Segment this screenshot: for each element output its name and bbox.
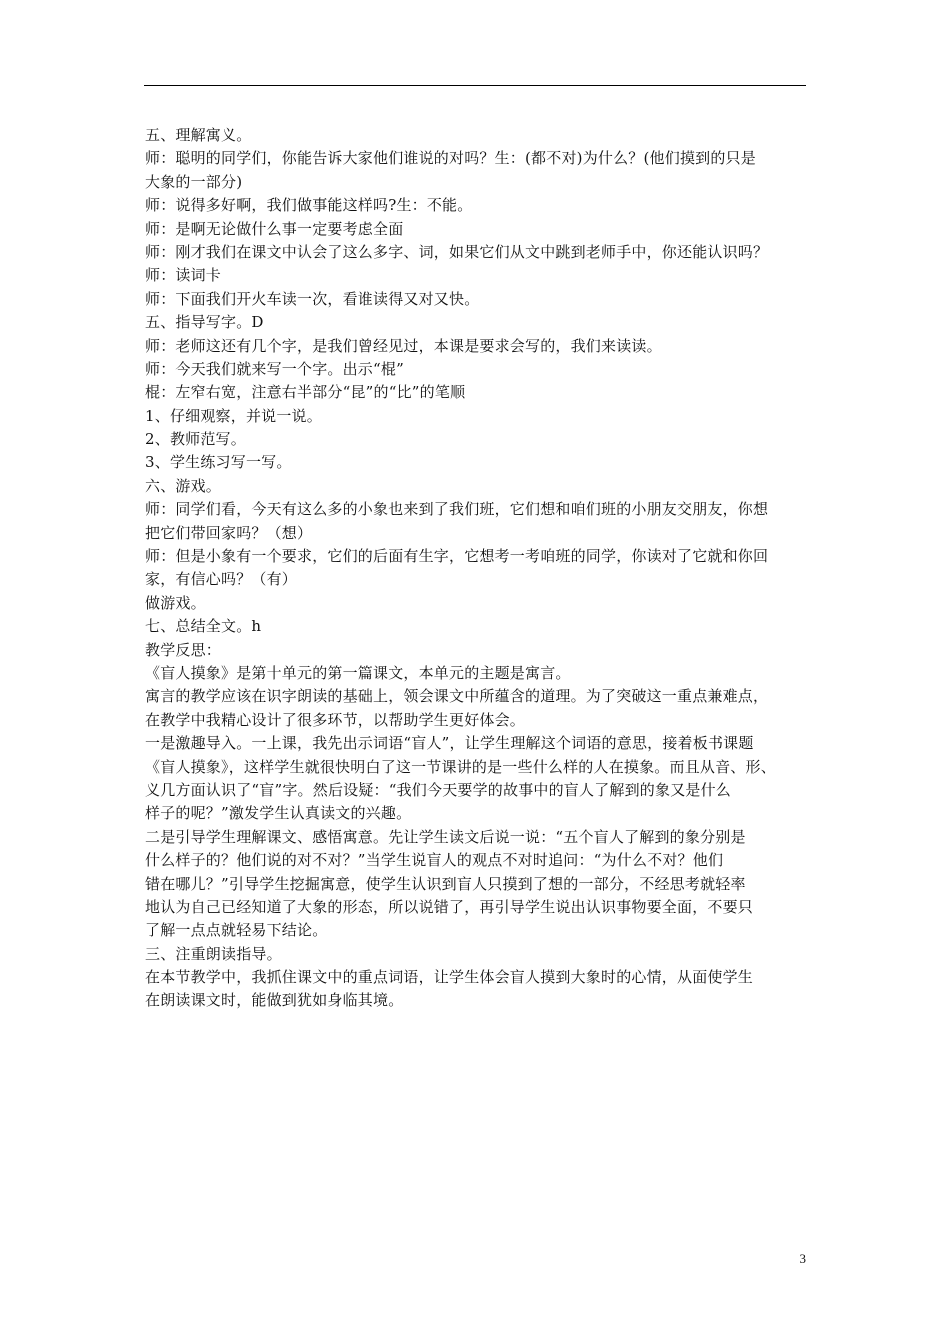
text-line: 师：下面我们开火车读一次，看谁读得又对又快。: [145, 289, 480, 308]
text-line: 一是激趣导入。一上课，我先出示词语“盲人”，让学生理解这个词语的意思，接着板书课题: [145, 734, 754, 753]
document-body: [145, 124, 807, 1013]
text-line: 师：聪明的同学们，你能告诉大家他们谁说的对吗？生：(都不对)为什么？(他们摸到的只是: [145, 149, 756, 168]
text-line: 在本节教学中，我抓住课文中的重点词语，让学生体会盲人摸到大象时的心情，从面使学生: [145, 968, 754, 987]
text-line: 什么样子的？他们说的对不对？”当学生说盲人的观点不对时追问：“为什么不对？他们: [145, 851, 724, 870]
text-line: 把它们带回家吗？（想）: [145, 523, 313, 542]
text-line: 师：是啊无论做什么事一定要考虑全面: [145, 219, 404, 238]
text-line: 寓言的教学应该在识字朗读的基础上，领会课文中所蕴含的道理。为了突破这一重点兼难点，: [145, 687, 769, 706]
text-line: 师：老师这还有几个字，是我们曾经见过，本课是要求会写的，我们来读读。: [145, 336, 662, 355]
list-item: 2、教师范写。: [145, 430, 246, 449]
text-line: 《盲人摸象》，这样学生就很快明白了这一节课讲的是一些什么样的人在摸象。而且从音、形、: [145, 757, 776, 776]
text-line: 师：说得多好啊，我们做事能这样吗?生：不能。: [145, 196, 473, 215]
text-line: 师：刚才我们在课文中认会了这么多字、词，如果它们从文中跳到老师手中，你还能认识吗？: [145, 242, 769, 261]
section-heading: 三、注重朗读指导。: [145, 944, 282, 963]
section-heading: 六、游戏。: [145, 476, 222, 495]
text-line: 义几方面认识了“盲”字。然后设疑：“我们今天要学的故事中的盲人了解到的象又是什么: [145, 780, 732, 799]
text-line: 地认为自己已经知道了大象的形态，所以说错了，再引导学生说出认识事物要全面，不要只: [145, 897, 754, 916]
section-heading: 七、总结全文。h: [145, 617, 262, 636]
text-line: 《盲人摸象》是第十单元的第一篇课文，本单元的主题是寓言。: [145, 663, 571, 682]
text-line: 了解一点点就轻易下结论。: [145, 921, 328, 940]
text-line: 在教学中我精心设计了很多环节，以帮助学生更好体会。: [145, 710, 526, 729]
text-line: 师：同学们看，今天有这么多的小象也来到了我们班，它们想和咱们班的小朋友交朋友，你想: [145, 500, 769, 519]
text-line: 二是引导学生理解课文、感悟寓意。先让学生读文后说一说：“五个盲人了解到的象分别是: [145, 827, 746, 846]
list-item: 1、仔细观察，并说一说。: [145, 406, 322, 425]
text-line: 家，有信心吗？（有）: [145, 570, 298, 589]
text-line: 大象的一部分): [145, 172, 243, 191]
text-line: 棍：左窄右宽，注意右半部分“昆”的“比”的笔顺: [145, 383, 466, 402]
text-line: 样子的呢？”激发学生认真读文的兴趣。: [145, 804, 412, 823]
section-heading: 五、指导写字。D: [145, 313, 264, 332]
section-heading: 五、理解寓义。: [145, 126, 252, 144]
list-item: 3、学生练习写一写。: [145, 453, 292, 472]
text-line: 师：今天我们就来写一个字。出示“棍”: [145, 359, 404, 378]
header-rule: [144, 85, 806, 86]
text-line: 师：但是小象有一个要求，它们的后面有生字，它想考一考咱班的同学，你读对了它就和你回: [145, 547, 769, 566]
text-line: 师：读词卡: [145, 266, 222, 285]
section-heading: 教学反思：: [145, 640, 222, 659]
text-line: 错在哪儿？”引导学生挖掘寓意，使学生认识到盲人只摸到了想的一部分，不经思考就轻率: [145, 874, 746, 893]
page-number: 3: [799, 1251, 806, 1266]
text-line: 在朗读课文时，能做到犹如身临其境。: [145, 991, 404, 1010]
text-line: 做游戏。: [145, 593, 206, 612]
